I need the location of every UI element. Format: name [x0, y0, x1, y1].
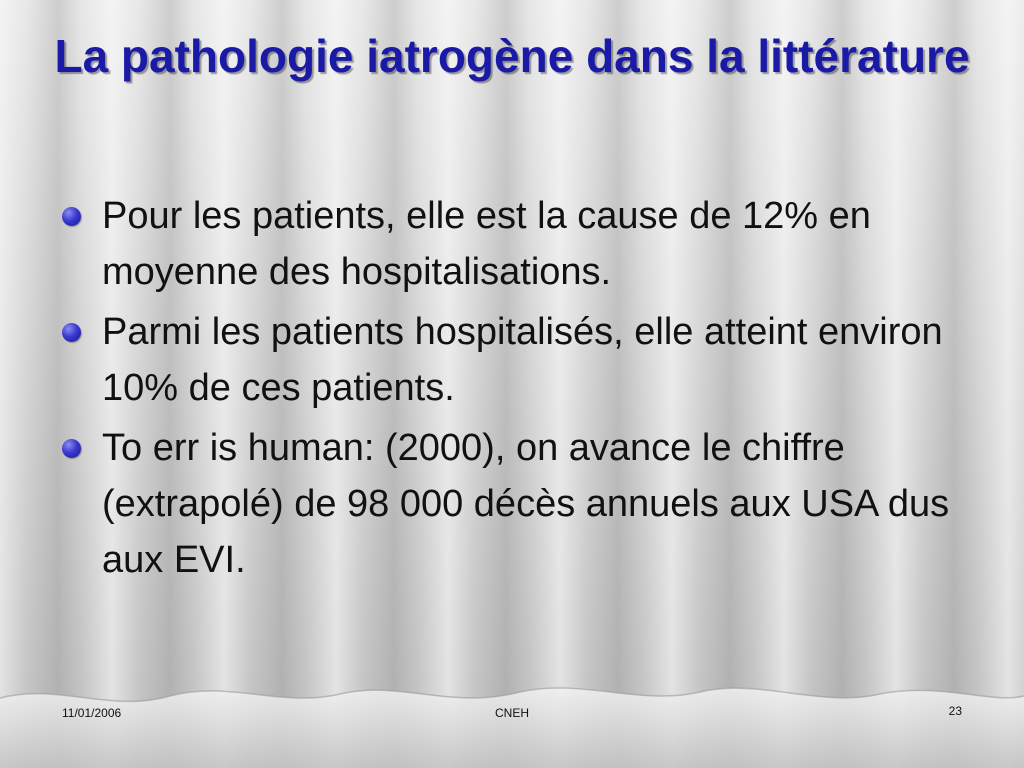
slide-title: La pathologie iatrogène dans la littérature	[54, 30, 970, 82]
slide-page-number: 23	[948, 704, 962, 718]
bullet-item	[58, 188, 978, 300]
bullet-text: To err is human: (2000), on avance le chiffre (extrapolé) de 98 000 décès annuels aux USA dus aux EVI.	[102, 427, 950, 581]
bullet-text: Pour les patients, elle est la cause de 12% en moyenne des hospitalisations.	[102, 195, 871, 293]
bullet-text: Parmi les patients hospitalisés, elle atteint environ 10% de ces patients.	[102, 311, 943, 409]
round-bullet-icon	[62, 207, 81, 226]
footer-organization: CNEH	[494, 706, 529, 720]
bullet-item	[58, 304, 978, 416]
round-bullet-icon	[62, 439, 81, 458]
bullet-list	[58, 188, 978, 592]
footer-date: 11/01/2006	[62, 706, 122, 720]
round-bullet-icon	[62, 323, 81, 342]
bullet-item	[58, 420, 978, 588]
